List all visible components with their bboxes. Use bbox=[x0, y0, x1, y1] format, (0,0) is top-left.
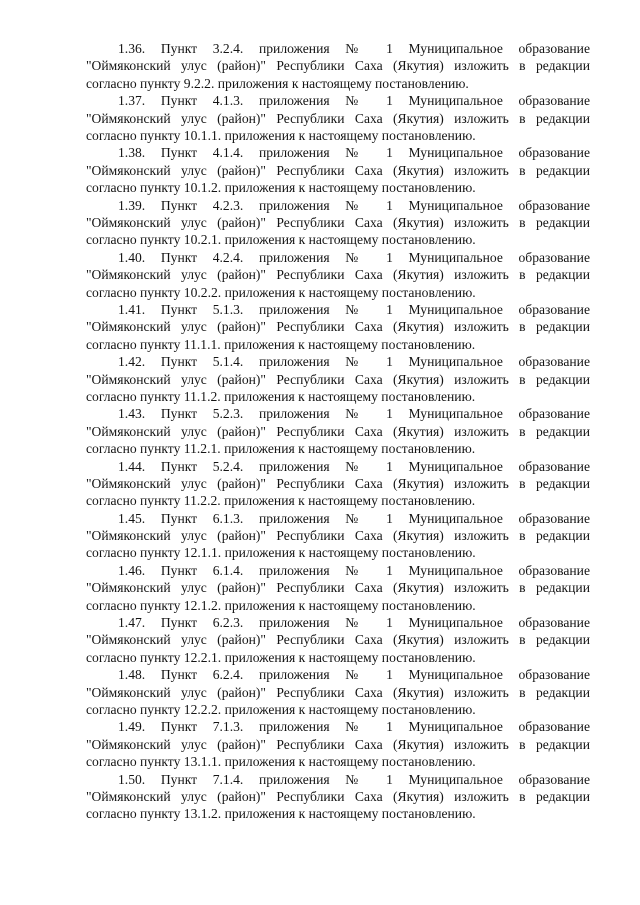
target-clause: 10.1.1. bbox=[183, 127, 222, 143]
prilozheniya-word: приложения bbox=[258, 562, 330, 578]
republic-name: Республики Саха (Якутия) bbox=[276, 214, 444, 230]
prilozheniya-word: приложения bbox=[258, 354, 330, 370]
punkt-word: Пункт bbox=[160, 771, 198, 787]
prilozheniya-word: приложения bbox=[258, 510, 330, 526]
amendment-line-2 bbox=[86, 266, 590, 283]
municipal-word: Муниципальное bbox=[408, 249, 503, 265]
appendix-number: 1 bbox=[386, 615, 393, 631]
ulus-name: "Оймяконский улус (район)" bbox=[86, 58, 266, 74]
target-clause: 11.2.1. bbox=[183, 441, 221, 457]
amendment-line-1 bbox=[86, 249, 590, 266]
amendment-item bbox=[86, 405, 590, 457]
amendment-line-3 bbox=[86, 649, 590, 666]
amendment-line-3 bbox=[86, 753, 590, 770]
number-sign: № bbox=[345, 145, 371, 161]
amendment-line-3 bbox=[86, 127, 590, 144]
republic-name: Республики Саха (Якутия) bbox=[276, 371, 444, 387]
amendment-item bbox=[86, 666, 590, 718]
appendix-number: 1 bbox=[386, 562, 393, 578]
source-clause: 4.1.4. bbox=[212, 145, 244, 161]
tail-phrase: приложения к настоящему постановлению. bbox=[224, 180, 476, 196]
appendix-number: 1 bbox=[386, 249, 393, 265]
source-clause: 7.1.3. bbox=[212, 719, 244, 735]
amendment-line-1 bbox=[86, 666, 590, 683]
amendment-item bbox=[86, 197, 590, 249]
republic-name: Республики Саха (Якутия) bbox=[276, 319, 444, 335]
ulus-name: "Оймяконский улус (район)" bbox=[86, 684, 266, 700]
source-clause: 5.2.3. bbox=[212, 406, 244, 422]
amendment-item bbox=[86, 301, 590, 353]
amendment-list bbox=[86, 40, 590, 823]
obrazovanie-word: образование bbox=[518, 145, 590, 161]
ulus-name: "Оймяконский улус (район)" bbox=[86, 267, 266, 283]
punkt-word: Пункт bbox=[160, 249, 198, 265]
source-clause: 7.1.4. bbox=[212, 771, 244, 787]
municipal-word: Муниципальное bbox=[408, 510, 503, 526]
source-clause: 5.1.4. bbox=[212, 354, 244, 370]
tail-phrase: приложения к настоящему постановлению. bbox=[224, 336, 476, 352]
prilozheniya-word: приложения bbox=[258, 615, 330, 631]
amendment-item bbox=[86, 92, 590, 144]
amendment-line-2 bbox=[86, 788, 590, 805]
amendment-line-2 bbox=[86, 527, 590, 544]
obrazovanie-word: образование bbox=[518, 562, 590, 578]
izlozhit-phrase: изложить в редакции bbox=[454, 371, 590, 387]
ulus-name: "Оймяконский улус (район)" bbox=[86, 162, 266, 178]
amendment-number: 1.42. bbox=[118, 354, 146, 370]
target-clause: 9.2.2. bbox=[183, 75, 215, 91]
appendix-number: 1 bbox=[386, 41, 393, 56]
appendix-number: 1 bbox=[386, 354, 393, 370]
punkt-word: Пункт bbox=[160, 406, 198, 422]
source-clause: 6.2.3. bbox=[212, 615, 244, 631]
source-clause: 4.2.4. bbox=[212, 249, 244, 265]
municipal-word: Муниципальное bbox=[408, 197, 503, 213]
amendment-number: 1.46. bbox=[118, 562, 146, 578]
obrazovanie-word: образование bbox=[518, 458, 590, 474]
prilozheniya-word: приложения bbox=[258, 406, 330, 422]
amendment-line-3 bbox=[86, 75, 590, 92]
amendment-line-3 bbox=[86, 284, 590, 301]
source-clause: 5.2.4. bbox=[212, 458, 244, 474]
source-clause: 4.1.3. bbox=[212, 93, 244, 109]
republic-name: Республики Саха (Якутия) bbox=[276, 632, 444, 648]
izlozhit-phrase: изложить в редакции bbox=[454, 110, 590, 126]
obrazovanie-word: образование bbox=[518, 301, 590, 317]
prilozheniya-word: приложения bbox=[258, 145, 330, 161]
municipal-word: Муниципальное bbox=[408, 41, 503, 56]
izlozhit-phrase: изложить в редакции bbox=[454, 58, 590, 74]
tail-phrase: приложения к настоящему постановлению. bbox=[224, 127, 476, 143]
municipal-word: Муниципальное bbox=[408, 562, 503, 578]
municipal-word: Муниципальное bbox=[408, 301, 503, 317]
municipal-word: Муниципальное bbox=[408, 145, 503, 161]
target-clause: 13.1.1. bbox=[183, 754, 222, 770]
soglasno-phrase: согласно пункту bbox=[86, 806, 181, 822]
tail-phrase: приложения к настоящему постановлению. bbox=[224, 284, 476, 300]
municipal-word: Муниципальное bbox=[408, 667, 503, 683]
tail-phrase: приложения к настоящему постановлению. bbox=[217, 75, 469, 91]
amendment-line-1 bbox=[86, 197, 590, 214]
punkt-word: Пункт bbox=[160, 562, 198, 578]
appendix-number: 1 bbox=[386, 719, 393, 735]
amendment-line-3 bbox=[86, 544, 590, 561]
soglasno-phrase: согласно пункту bbox=[86, 75, 181, 91]
obrazovanie-word: образование bbox=[518, 406, 590, 422]
amendment-item bbox=[86, 614, 590, 666]
number-sign: № bbox=[345, 249, 371, 265]
target-clause: 10.2.2. bbox=[183, 284, 222, 300]
appendix-number: 1 bbox=[386, 458, 393, 474]
number-sign: № bbox=[345, 197, 371, 213]
obrazovanie-word: образование bbox=[518, 510, 590, 526]
municipal-word: Муниципальное bbox=[408, 406, 503, 422]
amendment-item bbox=[86, 771, 590, 823]
izlozhit-phrase: изложить в редакции bbox=[454, 214, 590, 230]
target-clause: 11.1.2. bbox=[183, 388, 221, 404]
tail-phrase: приложения к настоящему постановлению. bbox=[224, 702, 476, 718]
amendment-line-1 bbox=[86, 144, 590, 161]
number-sign: № bbox=[345, 41, 371, 56]
tail-phrase: приложения к настоящему постановлению. bbox=[224, 597, 476, 613]
amendment-number: 1.50. bbox=[118, 771, 146, 787]
soglasno-phrase: согласно пункту bbox=[86, 232, 181, 248]
soglasno-phrase: согласно пункту bbox=[86, 754, 181, 770]
punkt-word: Пункт bbox=[160, 93, 198, 109]
tail-phrase: приложения к настоящему постановлению. bbox=[224, 806, 476, 822]
tail-phrase: приложения к настоящему постановлению. bbox=[224, 649, 476, 665]
appendix-number: 1 bbox=[386, 301, 393, 317]
obrazovanie-word: образование bbox=[518, 354, 590, 370]
prilozheniya-word: приложения bbox=[258, 771, 330, 787]
amendment-item bbox=[86, 144, 590, 196]
target-clause: 11.1.1. bbox=[183, 336, 221, 352]
number-sign: № bbox=[345, 562, 371, 578]
amendment-number: 1.38. bbox=[118, 145, 146, 161]
soglasno-phrase: согласно пункту bbox=[86, 127, 181, 143]
izlozhit-phrase: изложить в редакции bbox=[454, 789, 590, 805]
tail-phrase: приложения к настоящему постановлению. bbox=[224, 754, 476, 770]
ulus-name: "Оймяконский улус (район)" bbox=[86, 371, 266, 387]
amendment-line-2 bbox=[86, 318, 590, 335]
target-clause: 13.1.2. bbox=[183, 806, 222, 822]
amendment-number: 1.48. bbox=[118, 667, 146, 683]
amendment-line-1 bbox=[86, 771, 590, 788]
amendment-line-3 bbox=[86, 701, 590, 718]
amendment-line-1 bbox=[86, 40, 590, 57]
amendment-line-1 bbox=[86, 510, 590, 527]
municipal-word: Муниципальное bbox=[408, 93, 503, 109]
ulus-name: "Оймяконский улус (район)" bbox=[86, 632, 266, 648]
prilozheniya-word: приложения bbox=[258, 41, 330, 56]
amendment-line-3 bbox=[86, 492, 590, 509]
source-clause: 6.1.4. bbox=[212, 562, 244, 578]
tail-phrase: приложения к настоящему постановлению. bbox=[224, 232, 476, 248]
target-clause: 12.1.1. bbox=[183, 545, 222, 561]
number-sign: № bbox=[345, 354, 371, 370]
appendix-number: 1 bbox=[386, 667, 393, 683]
municipal-word: Муниципальное bbox=[408, 458, 503, 474]
amendment-line-1 bbox=[86, 718, 590, 735]
punkt-word: Пункт bbox=[160, 719, 198, 735]
punkt-word: Пункт bbox=[160, 510, 198, 526]
amendment-item bbox=[86, 40, 590, 92]
amendment-number: 1.40. bbox=[118, 249, 146, 265]
amendment-item bbox=[86, 249, 590, 301]
ulus-name: "Оймяконский улус (район)" bbox=[86, 319, 266, 335]
number-sign: № bbox=[345, 458, 371, 474]
amendment-number: 1.44. bbox=[118, 458, 146, 474]
obrazovanie-word: образование bbox=[518, 249, 590, 265]
prilozheniya-word: приложения bbox=[258, 249, 330, 265]
izlozhit-phrase: изложить в редакции bbox=[454, 162, 590, 178]
ulus-name: "Оймяконский улус (район)" bbox=[86, 580, 266, 596]
republic-name: Республики Саха (Якутия) bbox=[276, 162, 444, 178]
izlozhit-phrase: изложить в редакции bbox=[454, 528, 590, 544]
punkt-word: Пункт bbox=[160, 197, 198, 213]
ulus-name: "Оймяконский улус (район)" bbox=[86, 423, 266, 439]
ulus-name: "Оймяконский улус (район)" bbox=[86, 214, 266, 230]
amendment-item bbox=[86, 458, 590, 510]
republic-name: Республики Саха (Якутия) bbox=[276, 110, 444, 126]
izlozhit-phrase: изложить в редакции bbox=[454, 580, 590, 596]
amendment-line-3 bbox=[86, 336, 590, 353]
target-clause: 12.1.2. bbox=[183, 597, 222, 613]
ulus-name: "Оймяконский улус (район)" bbox=[86, 110, 266, 126]
amendment-line-1 bbox=[86, 353, 590, 370]
tail-phrase: приложения к настоящему постановлению. bbox=[224, 441, 476, 457]
ulus-name: "Оймяконский улус (район)" bbox=[86, 736, 266, 752]
amendment-number: 1.36. bbox=[118, 41, 146, 56]
ulus-name: "Оймяконский улус (район)" bbox=[86, 475, 266, 491]
amendment-line-2 bbox=[86, 631, 590, 648]
amendment-line-2 bbox=[86, 110, 590, 127]
prilozheniya-word: приложения bbox=[258, 719, 330, 735]
republic-name: Республики Саха (Якутия) bbox=[276, 423, 444, 439]
izlozhit-phrase: изложить в редакции bbox=[454, 736, 590, 752]
izlozhit-phrase: изложить в редакции bbox=[454, 423, 590, 439]
appendix-number: 1 bbox=[386, 197, 393, 213]
amendment-item bbox=[86, 718, 590, 770]
soglasno-phrase: согласно пункту bbox=[86, 336, 181, 352]
prilozheniya-word: приложения bbox=[258, 93, 330, 109]
amendment-line-2 bbox=[86, 579, 590, 596]
punkt-word: Пункт bbox=[160, 301, 198, 317]
amendment-line-2 bbox=[86, 736, 590, 753]
amendment-line-1 bbox=[86, 405, 590, 422]
republic-name: Республики Саха (Якутия) bbox=[276, 736, 444, 752]
obrazovanie-word: образование bbox=[518, 771, 590, 787]
amendment-line-2 bbox=[86, 57, 590, 74]
number-sign: № bbox=[345, 615, 371, 631]
amendment-number: 1.49. bbox=[118, 719, 146, 735]
prilozheniya-word: приложения bbox=[258, 301, 330, 317]
amendment-line-1 bbox=[86, 458, 590, 475]
appendix-number: 1 bbox=[386, 406, 393, 422]
amendment-line-2 bbox=[86, 162, 590, 179]
soglasno-phrase: согласно пункту bbox=[86, 649, 181, 665]
number-sign: № bbox=[345, 719, 371, 735]
amendment-line-3 bbox=[86, 805, 590, 822]
republic-name: Республики Саха (Якутия) bbox=[276, 789, 444, 805]
amendment-line-1 bbox=[86, 614, 590, 631]
amendment-number: 1.47. bbox=[118, 615, 146, 631]
municipal-word: Муниципальное bbox=[408, 615, 503, 631]
target-clause: 12.2.1. bbox=[183, 649, 222, 665]
target-clause: 10.1.2. bbox=[183, 180, 222, 196]
number-sign: № bbox=[345, 667, 371, 683]
amendment-number: 1.37. bbox=[118, 93, 146, 109]
amendment-line-2 bbox=[86, 371, 590, 388]
amendment-number: 1.41. bbox=[118, 301, 146, 317]
izlozhit-phrase: изложить в редакции bbox=[454, 267, 590, 283]
republic-name: Республики Саха (Якутия) bbox=[276, 684, 444, 700]
ulus-name: "Оймяконский улус (район)" bbox=[86, 528, 266, 544]
source-clause: 4.2.3. bbox=[212, 197, 244, 213]
obrazovanie-word: образование bbox=[518, 615, 590, 631]
prilozheniya-word: приложения bbox=[258, 197, 330, 213]
number-sign: № bbox=[345, 771, 371, 787]
amendment-line-3 bbox=[86, 440, 590, 457]
source-clause: 6.2.4. bbox=[212, 667, 244, 683]
amendment-line-3 bbox=[86, 597, 590, 614]
amendment-number: 1.39. bbox=[118, 197, 146, 213]
punkt-word: Пункт bbox=[160, 458, 198, 474]
republic-name: Республики Саха (Якутия) bbox=[276, 475, 444, 491]
source-clause: 6.1.3. bbox=[212, 510, 244, 526]
tail-phrase: приложения к настоящему постановлению. bbox=[224, 388, 476, 404]
tail-phrase: приложения к настоящему постановлению. bbox=[224, 545, 476, 561]
punkt-word: Пункт bbox=[160, 41, 198, 56]
amendment-line-3 bbox=[86, 179, 590, 196]
republic-name: Республики Саха (Якутия) bbox=[276, 58, 444, 74]
obrazovanie-word: образование bbox=[518, 197, 590, 213]
municipal-word: Муниципальное bbox=[408, 771, 503, 787]
number-sign: № bbox=[345, 510, 371, 526]
amendment-item bbox=[86, 353, 590, 405]
republic-name: Республики Саха (Якутия) bbox=[276, 267, 444, 283]
soglasno-phrase: согласно пункту bbox=[86, 284, 181, 300]
soglasno-phrase: согласно пункту bbox=[86, 702, 181, 718]
izlozhit-phrase: изложить в редакции bbox=[454, 632, 590, 648]
number-sign: № bbox=[345, 301, 371, 317]
target-clause: 12.2.2. bbox=[183, 702, 222, 718]
izlozhit-phrase: изложить в редакции bbox=[454, 319, 590, 335]
soglasno-phrase: согласно пункту bbox=[86, 441, 181, 457]
obrazovanie-word: образование bbox=[518, 93, 590, 109]
punkt-word: Пункт bbox=[160, 667, 198, 683]
soglasno-phrase: согласно пункту bbox=[86, 597, 181, 613]
amendment-line-2 bbox=[86, 423, 590, 440]
soglasno-phrase: согласно пункту bbox=[86, 388, 181, 404]
amendment-item bbox=[86, 562, 590, 614]
source-clause: 5.1.3. bbox=[212, 301, 244, 317]
municipal-word: Муниципальное bbox=[408, 719, 503, 735]
document-page bbox=[86, 40, 590, 823]
amendment-number: 1.45. bbox=[118, 510, 146, 526]
soglasno-phrase: согласно пункту bbox=[86, 545, 181, 561]
municipal-word: Муниципальное bbox=[408, 354, 503, 370]
amendment-line-2 bbox=[86, 475, 590, 492]
appendix-number: 1 bbox=[386, 510, 393, 526]
soglasno-phrase: согласно пункту bbox=[86, 180, 181, 196]
punkt-word: Пункт bbox=[160, 354, 198, 370]
prilozheniya-word: приложения bbox=[258, 667, 330, 683]
number-sign: № bbox=[345, 406, 371, 422]
republic-name: Республики Саха (Якутия) bbox=[276, 580, 444, 596]
amendment-line-2 bbox=[86, 214, 590, 231]
izlozhit-phrase: изложить в редакции bbox=[454, 475, 590, 491]
amendment-number: 1.43. bbox=[118, 406, 146, 422]
appendix-number: 1 bbox=[386, 93, 393, 109]
izlozhit-phrase: изложить в редакции bbox=[454, 684, 590, 700]
ulus-name: "Оймяконский улус (район)" bbox=[86, 789, 266, 805]
amendment-line-3 bbox=[86, 388, 590, 405]
number-sign: № bbox=[345, 93, 371, 109]
prilozheniya-word: приложения bbox=[258, 458, 330, 474]
amendment-line-1 bbox=[86, 301, 590, 318]
target-clause: 11.2.2. bbox=[183, 493, 221, 509]
appendix-number: 1 bbox=[386, 771, 393, 787]
obrazovanie-word: образование bbox=[518, 719, 590, 735]
appendix-number: 1 bbox=[386, 145, 393, 161]
republic-name: Республики Саха (Якутия) bbox=[276, 528, 444, 544]
soglasno-phrase: согласно пункту bbox=[86, 493, 181, 509]
amendment-line-2 bbox=[86, 684, 590, 701]
amendment-line-1 bbox=[86, 92, 590, 109]
obrazovanie-word: образование bbox=[518, 667, 590, 683]
obrazovanie-word: образование bbox=[518, 41, 590, 56]
amendment-item bbox=[86, 510, 590, 562]
amendment-line-1 bbox=[86, 562, 590, 579]
source-clause: 3.2.4. bbox=[212, 41, 244, 56]
tail-phrase: приложения к настоящему постановлению. bbox=[224, 493, 476, 509]
amendment-line-3 bbox=[86, 231, 590, 248]
target-clause: 10.2.1. bbox=[183, 232, 222, 248]
punkt-word: Пункт bbox=[160, 145, 198, 161]
punkt-word: Пункт bbox=[160, 615, 198, 631]
